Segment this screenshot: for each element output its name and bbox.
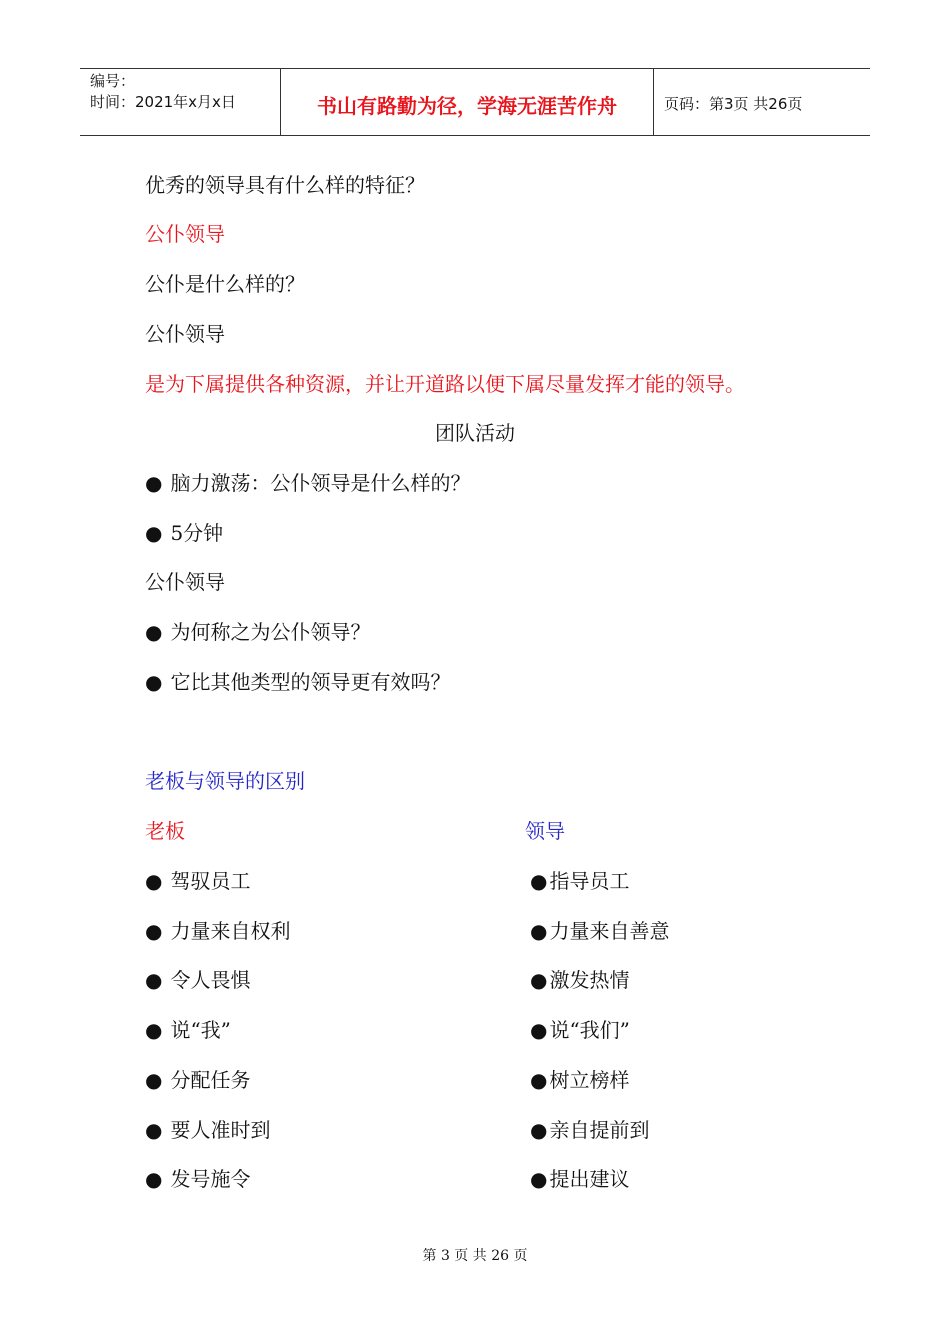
boss-item: ● 力量来自权利 xyxy=(145,917,290,945)
boss-item: ● 分配任务 xyxy=(145,1066,250,1094)
list-item: ● 5分钟 xyxy=(145,519,223,547)
servant-leadership-title: 公仆领导 xyxy=(145,222,225,246)
leader-item: ● 提出建议 xyxy=(530,1165,629,1193)
team-activity-heading: 团队活动 xyxy=(435,421,515,445)
leader-item: ● 说“我们” xyxy=(530,1016,630,1044)
leader-item: ● 指导员工 xyxy=(530,867,629,895)
boss-item: ● 要人准时到 xyxy=(145,1116,270,1144)
header-motto: 书山有路勤为径，学海无涯苦作舟 xyxy=(281,69,654,135)
leader-item: ● 树立榜样 xyxy=(530,1066,629,1094)
page-footer: 第 3 页 共 26 页 xyxy=(422,1248,528,1264)
boss-item: ● 驾驭员工 xyxy=(145,867,250,895)
page-header xyxy=(80,68,870,136)
boss-item: ● 说“我” xyxy=(145,1016,231,1044)
header-meta xyxy=(80,69,281,135)
list-item: ● 它比其他类型的领导更有效吗？ xyxy=(145,668,450,696)
question-servant: 公仆是什么样的？ xyxy=(145,272,305,296)
question-leader-traits: 优秀的领导具有什么样的特征？ xyxy=(145,173,425,197)
leader-item: ● 亲自提前到 xyxy=(530,1116,649,1144)
header-page-label: 页码：第3页 共26页 xyxy=(664,94,803,113)
boss-column-header: 老板 xyxy=(145,819,185,843)
time-label: 时间：2021年x月x日 xyxy=(90,93,236,111)
servant-leadership-definition: 是为下属提供各种资源，并让开道路以便下属尽量发挥才能的领导。 xyxy=(145,372,745,396)
boss-item: ● 发号施令 xyxy=(145,1165,250,1193)
leader-item: ● 激发热情 xyxy=(530,966,629,994)
boss-item: ● 令人畏惧 xyxy=(145,966,250,994)
number-label: 编号： xyxy=(90,72,136,90)
leader-item: ● 力量来自善意 xyxy=(530,917,669,945)
list-item: ● 为何称之为公仆领导？ xyxy=(145,618,370,646)
servant-leadership-label: 公仆领导 xyxy=(145,322,225,346)
servant-leadership-label-2: 公仆领导 xyxy=(145,570,225,594)
leader-column-header: 领导 xyxy=(525,819,565,843)
list-item: ● 脑力激荡：公仆领导是什么样的？ xyxy=(145,469,470,497)
boss-vs-leader-title: 老板与领导的区别 xyxy=(145,769,305,793)
